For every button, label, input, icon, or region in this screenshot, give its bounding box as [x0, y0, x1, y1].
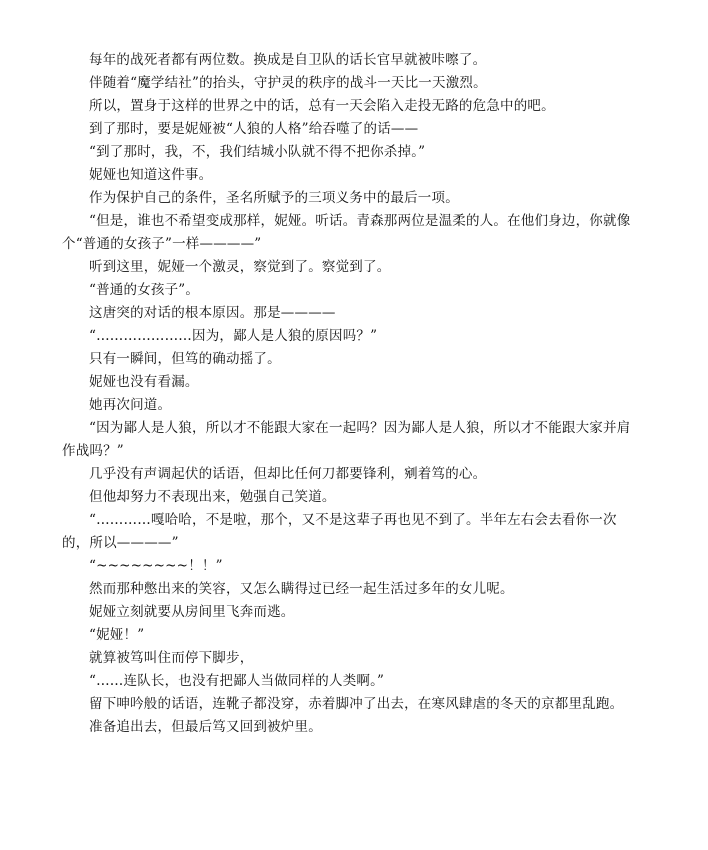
paragraph: “……连队长，也没有把鄙人当做同样的人类啊。” [89, 673, 385, 689]
paragraph: 准备追出去，但最后笃又回到被炉里。 [89, 719, 322, 735]
paragraph: 但他却努力不表现出来，勉强自己笑道。 [89, 489, 336, 505]
paragraph: 留下呻吟般的话语，连靴子都没穿，赤着脚冲了出去，在寒风肆虐的冬天的京都里乱跑。 [89, 696, 624, 712]
paragraph: “但是，谁也不希望变成那样，妮娅。听话。青森那两位是温柔的人。在他们身边，你就像个“普通的女孩子”一样————” [62, 213, 631, 252]
paragraph: 每年的战死者都有两位数。换成是自卫队的话长官早就被咔嚓了。 [89, 52, 487, 68]
paragraph: “妮娅！” [89, 627, 145, 643]
paragraph: 所以，置身于这样的世界之中的话，总有一天会陷入走投无路的危急中的吧。 [89, 98, 555, 114]
paragraph: “…………嘎哈哈，不是啦，那个，又不是这辈子再也见不到了。半年左右会去看你一次的，所以————” [62, 512, 617, 551]
paragraph: 就算被笃叫住而停下脚步， [89, 650, 254, 666]
paragraph: 听到这里，妮娅一个激灵，察觉到了。察觉到了。 [89, 259, 391, 275]
paragraph: “因为鄙人是人狼，所以才不能跟大家在一起吗？因为鄙人是人狼，所以才不能跟大家并肩作战吗？” [62, 420, 631, 459]
paragraph: 妮娅立刻就要从房间里飞奔而逃。 [89, 604, 295, 620]
paragraph: 到了那时，要是妮娅被“人狼的人格”给吞噬了的话—— [89, 121, 419, 137]
paragraph: “普通的女孩子”。 [89, 282, 200, 298]
paragraph: “到了那时，我，不，我们结城小队就不得不把你杀掉。” [89, 144, 426, 160]
document-body [62, 49, 638, 739]
paragraph: 然而那种憋出来的笑容，又怎么瞒得过已经一起生活过多年的女儿呢。 [89, 581, 514, 597]
paragraph: 伴随着“魔学结社”的抬头，守护灵的秩序的战斗一天比一天激烈。 [89, 75, 487, 91]
paragraph: 作为保护自己的条件，圣名所赋予的三项义务中的最后一项。 [89, 190, 459, 206]
paragraph: 这唐突的对话的根本原因。那是———— [89, 305, 336, 321]
paragraph: 只有一瞬间，但笃的确动摇了。 [89, 351, 281, 367]
paragraph: 妮娅也知道这件事。 [89, 167, 213, 183]
paragraph: “…………………因为，鄙人是人狼的原因吗？” [89, 328, 378, 344]
paragraph: 她再次问道。 [89, 397, 172, 413]
paragraph: 妮娅也没有看漏。 [89, 374, 199, 390]
paragraph: 几乎没有声调起伏的话语，但却比任何刀都要锋利，剜着笃的心。 [89, 466, 487, 482]
paragraph: “~~~~~~~~！！” [89, 558, 223, 574]
